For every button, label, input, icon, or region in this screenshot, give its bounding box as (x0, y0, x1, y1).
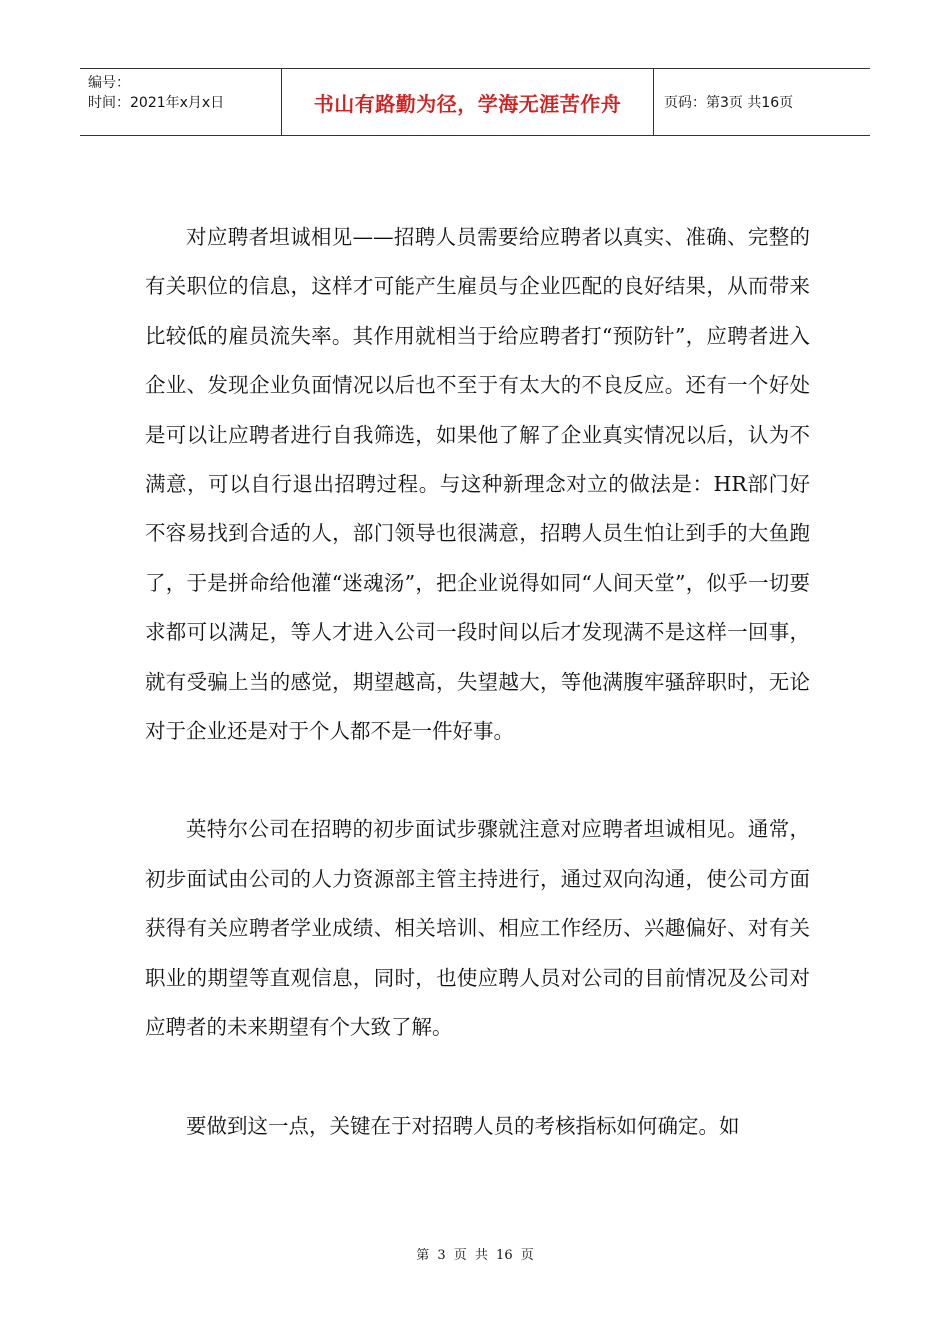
time-label: 时间：2021年x月x日 (88, 95, 225, 111)
paragraph: 要做到这一点，关键在于对招聘人员的考核指标如何确定。如 (186, 1113, 740, 1138)
footer-page-number: 第 3 页 共 16 页 (416, 1248, 534, 1263)
document-body (145, 213, 810, 1151)
motto-text: 书山有路勤为径，学海无涯苦作舟 (313, 91, 622, 116)
page-header (80, 68, 870, 136)
paragraph: 对应聘者坦诚相见——招聘人员需要给应聘者以真实、准确、完整的有关职位的信息，这样才可能产生雇员与企业匹配的良好结果，从而带来比较低的雇员流失率。其作用就相当于给应聘者打“预防针”，应聘者进入企业、发现企业负面情况以后也不至于有太大的不良反应。还有一个好处是可以让应聘者进行自我筛选，如果他了解了企业真实情况以后，认为不满意，可以自行退出招聘过程。与这种新理念对立的做法是：HR部门好不容易找到合适的人，部门领导也很满意，招聘人员生怕让到手的大鱼跑了，于是拼命给他灌“迷魂汤”，把企业说得如同“人间天堂”，似乎一切要求都可以满足，等人才进入公司一段时间以后才发现满不是这样一回事，就有受骗上当的感觉，期望越高，失望越大，等他满腹牢骚辞职时，无论对于企业还是对于个人都不是一件好事。 (145, 225, 810, 744)
header-page-code (654, 69, 870, 135)
doc-number-label: 编号： (88, 75, 130, 91)
page-footer (0, 1244, 950, 1263)
header-motto-cell (282, 69, 654, 135)
page-code-text: 页码：第3页 共16页 (664, 95, 794, 111)
paragraph: 英特尔公司在招聘的初步面试步骤就注意对应聘者坦诚相见。通常，初步面试由公司的人力资源部主管主持进行，通过双向沟通，使公司方面获得有关应聘者学业成绩、相关培训、相应工作经历、兴趣偏好、对有关职业的期望等直观信息，同时，也使应聘人员对公司的目前情况及公司对应聘者的未来期望有个大致了解。 (145, 817, 810, 1040)
header-meta (80, 69, 282, 135)
